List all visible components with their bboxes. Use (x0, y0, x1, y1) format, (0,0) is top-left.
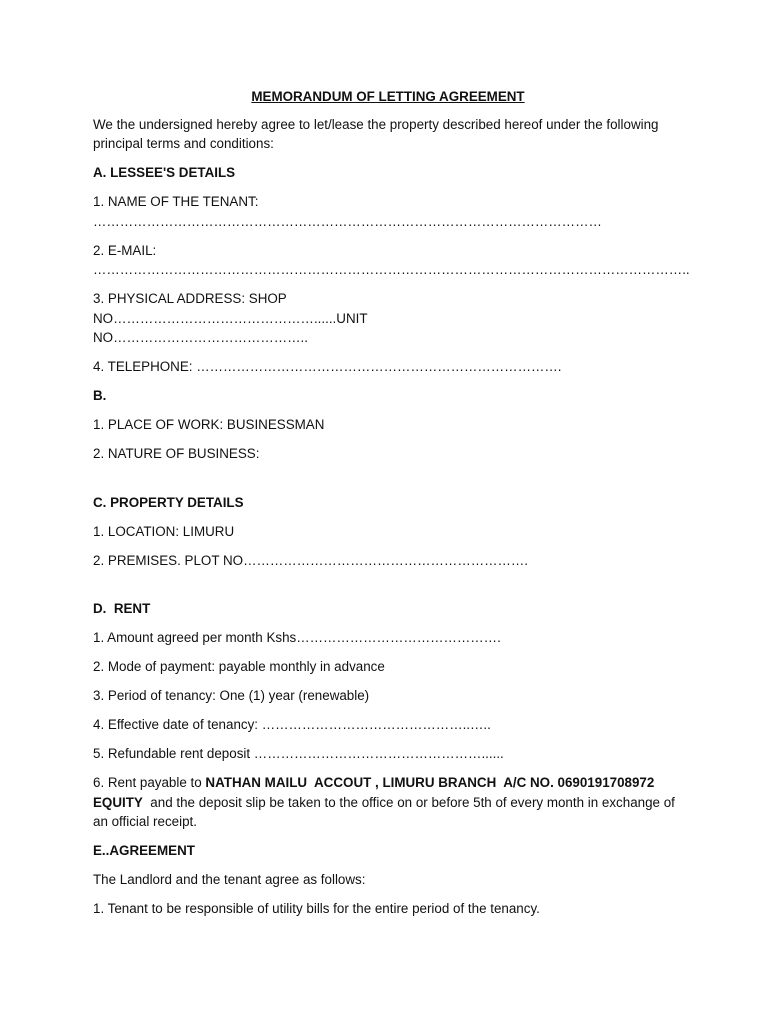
intro-paragraph: We the undersigned hereby agree to let/lease the property described hereof under the following principal terms and conditions: (93, 116, 663, 151)
agreement-intro: The Landlord and the tenant agree as follows: (93, 872, 366, 887)
location-line: 1. LOCATION: LIMURU (93, 523, 235, 539)
blank-line (93, 473, 683, 493)
utility-bills-clause: 1. Tenant to be responsible of utility bills for the entire period of the tenancy. (93, 901, 540, 916)
physical-address-line: 3. PHYSICAL ADDRESS: SHOP NO………………………………………......UNIT NO…………………………………….. (93, 291, 372, 345)
nature-of-business-line: 2. NATURE OF BUSINESS: (93, 446, 260, 461)
telephone-line: 4. TELEPHONE: ………………………………………………………………………. (93, 359, 562, 374)
bank-account-details: NATHAN MAILU ACCOUT , LIMURU BRANCH A/C NO. 0690191708972 EQUITY (93, 775, 659, 810)
rent-deposit-line: 5. Refundable rent deposit ……………………………………………...... (93, 746, 504, 761)
rent-amount-line: 1. Amount agreed per month Kshs………………………………………. (93, 630, 501, 645)
effective-date-line: 4. Effective date of tenancy: ………………………………………..….. (93, 717, 491, 732)
tenancy-period-line: 3. Period of tenancy: One (1) year (renewable) (93, 688, 370, 703)
section-a-heading: A. LESSEE'S DETAILS (93, 165, 236, 180)
rent-payable-prefix: 6. Rent payable to (93, 775, 206, 790)
premises-line: 2. PREMISES. PLOT NO………………………………………………………. (93, 552, 528, 568)
rent-payable-paragraph (93, 773, 683, 832)
section-d-heading: D. RENT (93, 601, 151, 616)
section-c-heading: C. PROPERTY DETAILS (93, 494, 244, 510)
document-title: MEMORANDUM OF LETTING AGREEMENT (251, 89, 525, 104)
section-e-heading: E..AGREEMENT (93, 843, 195, 858)
payment-mode-line: 2. Mode of payment: payable monthly in advance (93, 659, 385, 674)
blank-line (93, 580, 683, 600)
place-of-work-line: 1. PLACE OF WORK: BUSINESSMAN (93, 417, 325, 432)
document-page (93, 87, 690, 928)
rent-payable-suffix: and the deposit slip be taken to the office on or before 5th of every month in exchange of an official receipt. (93, 794, 679, 829)
tenant-name-line: 1. NAME OF THE TENANT: …………………………………………………………………………………………………… (93, 194, 602, 229)
email-line: 2. E-MAIL: …………………………………………………………………………………………………………………….. (93, 242, 690, 277)
section-b-heading: B. (93, 388, 107, 403)
